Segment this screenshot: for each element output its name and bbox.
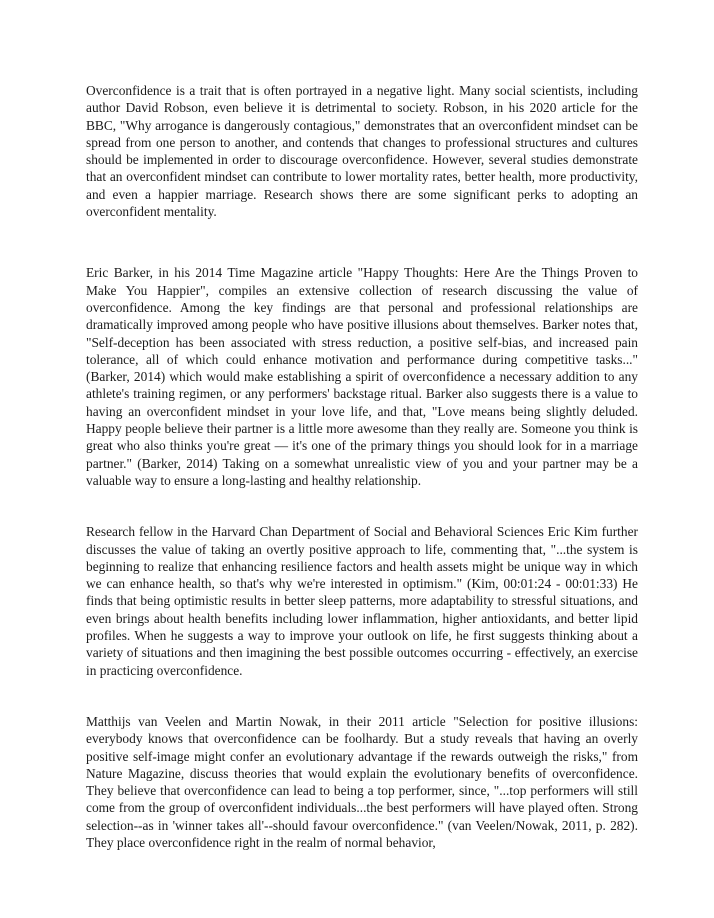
paragraph-barker: Eric Barker, in his 2014 Time Magazine article "Happy Thoughts: Here Are the Things Proven to Make You Happier", compiles an extensive collection of research discussing the value of overconfidence. Among the key findings are that personal and professional relationships are dramatically improved among people who have positive illusions about themselves. Barker notes that, "Self-deception has been associated with stress reduction, a positive self-bias, and increased pain tolerance, all of which could enhance motivation and performance during competitive tasks..." (Barker, 2014) which would make establishing a spirit of overconfidence a necessary addition to any athlete's training regimen, or any performers' backstage ritual. Barker also suggests there is a value to having an overconfident mindset in your love life, and that, "Love means being slightly deluded. Happy people believe their partner is a little more awesome than they really are. Someone you think is great who also thinks you're great — it's one of the primary things you should look for in a marriage partner." (Barker, 2014) Taking on a somewhat unrealistic view of you and your partner may be a valuable way to ensure a long-lasting and healthy relationship. [86,265,638,488]
document-page [86,82,638,851]
paragraph-intro: Overconfidence is a trait that is often portrayed in a negative light. Many social scientists, including author David Robson, even believe it is detrimental to society. Robson, in his 2020 article for the BBC, "Why arrogance is dangerously contagious," demonstrates that an overconfident mindset can be spread from one person to another, and contends that changes to professional structures and cultures should be implemented in order to discourage overconfidence. However, several studies demonstrate that an overconfident mindset can contribute to lower mortality rates, better health, more productivity, and even a happier marriage. Research shows there are some significant perks to adopting an overconfident mentality. [86,83,638,220]
paragraph-van-veelen-nowak: Matthijs van Veelen and Martin Nowak, in their 2011 article "Selection for positive illusions: everybody knows that overconfidence can be foolhardy. But a study reveals that having an overly positive self-image might confer an evolutionary advantage if the rewards outweigh the risks," from Nature Magazine, discuss theories that would explain the evolutionary benefits of overconfidence. They believe that overconfidence can lead to being a top performer, since, "...top performers will still come from the group of overconfident individuals...the best performers will have played often. Strong selection--as in 'winner takes all'--should favour overconfidence." (van Veelen/Nowak, 2011, p. 282). They place overconfidence right in the realm of normal behavior, [86,713,638,850]
paragraph-kim: Research fellow in the Harvard Chan Department of Social and Behavioral Sciences Eric Kim further discusses the value of taking an overtly positive approach to life, commenting that, "...the system is beginning to realize that enhancing resilience factors and health assets might be unique way in which we can enhance health, so that's why we're interested in optimism." (Kim, 00:01:24 - 00:01:33) He finds that being optimistic results in better sleep patterns, more adaptability to stressful situations, and even brings about health benefits including lower inflammation, higher antioxidants, and better lipid profiles. When he suggests a way to improve your outlook on life, he first suggests thinking about a variety of situations and then imagining the best possible outcomes occurring - effectively, an exercise in practicing overconfidence. [86,524,638,678]
